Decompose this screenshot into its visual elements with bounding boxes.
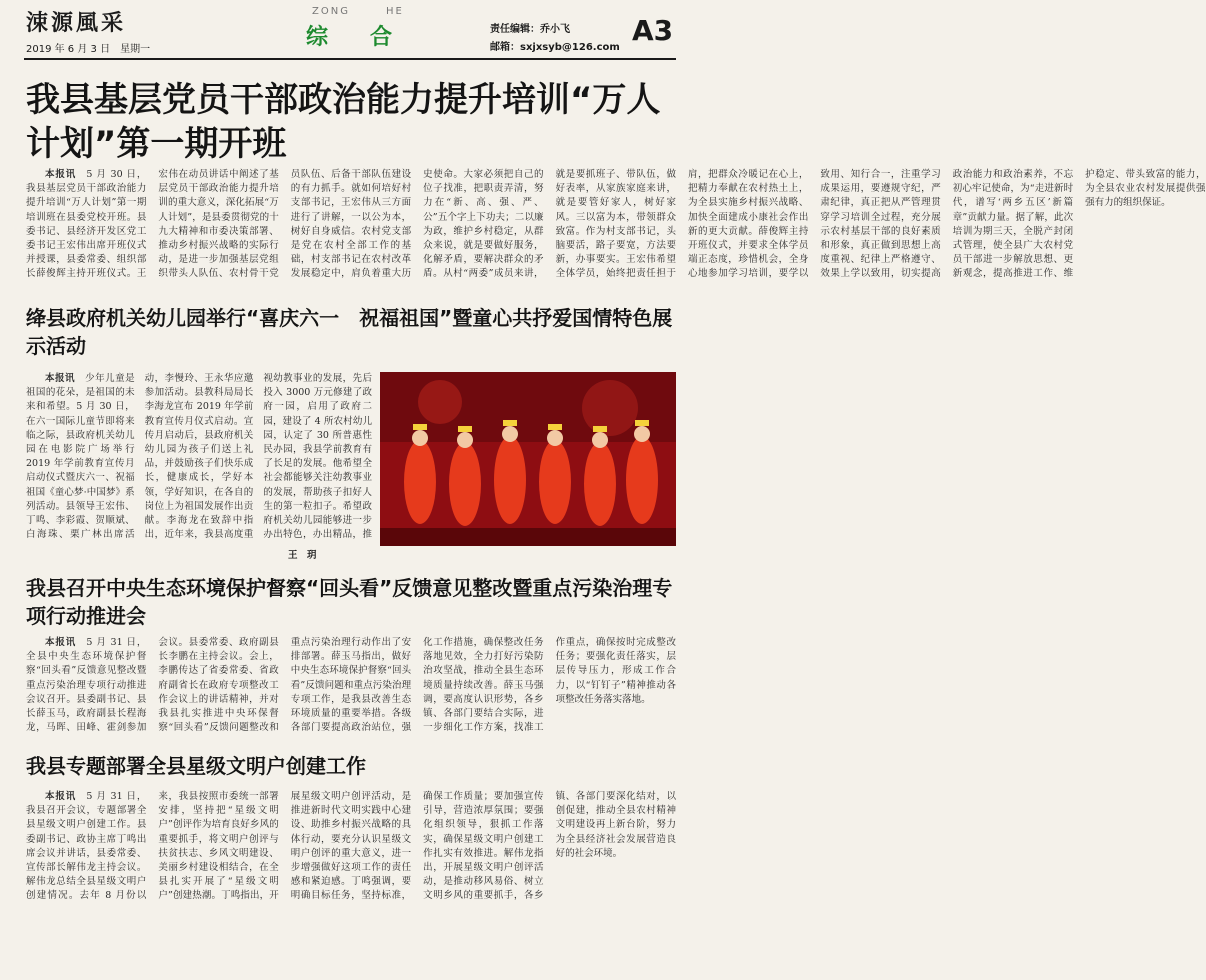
article1-body: [26, 168, 1206, 294]
editor-name: 责任编辑：乔小飞: [490, 24, 570, 35]
article1-text: 5 月 30 日，我县基层党员干部政治能力提升培训“万人计划”第一期培训班在县委党校开班。县委书记、县经济开发区党工委书记王宏伟出席开班仪式并授课，县委常委、组织部长薛俊辉主持开班仪式。王宏伟在动员讲话中阐述了基层党员干部政治能力提升培训的重大意义，深化拓展“万人计划”，是县委贯彻党的十九大精神和市委决策部署、推动乡村振兴战略的实际行动，是进一步加强基层党组织带头人队伍、农村骨干党员队伍、后备干部队伍建设的有力抓手。就如何培好村支部书记，王宏伟从三方面进行了讲解，一以公为本，树好自身威信。农村党支部是党在农村全部工作的基础，村支部书记在农村改革发展稳定中，肩负着重大历史使命。大家必须把自己的位子找准，把职责弄清，努力在“新、高、强、严、公”五个字上下功夫；二以廉为政，维护乡村稳定，从群众来说，就是要做好服务，化解矛盾，要解决群众的矛盾。从村“两委”成员来讲，就是要抓班子、带队伍，做好表率，从家族家庭来讲，就是要管好家人，树好家风。三以富为本，带领群众致富。作为村支部书记，头脑要活，路子要宽，方法要新，办事要实。王宏伟希望全体学员，始终把责任担于肩，把群众冷暖记在心上，把精力奉献在农村热土上，为全县实施乡村振兴战略、加快全面建成小康社会作出新的更大贡献。薛俊辉主持开班仪式，并要求全体学员端正态度，珍惜机会，全身心地参加学习培训，要学以致用、知行合一，注重学习成果运用，要遵规守纪，严肃纪律，真正把从严管理贯穿学习培训全过程，充分展示农村基层干部的良好素质和形象，真正做到思想上高度重视、纪律上严格遵守、效果上学以致用，切实提高政治能力和政治素养，不忘初心牢记使命，为“走进新时代，谱写‘两乡五区’新篇章”贡献力量。据了解，此次培训为期三天，全脱产封闭式管理，使全县广大农村党员干部进一步解放思想、更新观念，提高推进工作、维护稳定、带头致富的能力，为全县农业农村发展提供强强有力的组织保证。: [26, 169, 1206, 280]
article3-lead: 本报讯: [45, 637, 77, 648]
article2-text: 少年儿童是祖国的花朵，是祖国的未来和希望。5 月 30 日，在六一国际儿童节即将来临之际，县政府机关幼儿园在电影院广场举行 2019 年学前教育宣传月启动仪式暨庆六一、祝福祖国《童心梦·中国梦》系列活动。县领导王宏伟、丁鸣、李彩霞、贺顺斌、白海珠、栗广林出席活动，李慢玲、王永华应邀参加活动。县教科局局长李海龙宣布 2019 年学前教育宣传月仪式启动。宣传月启动后，县政府机关幼儿园为孩子们送上礼品，并鼓励孩子们快乐成长，健康成长，学好本领，学好知识，在各自的岗位上为祖国发展作出贡献。李海龙在致辞中指出，近年来，我县高度重视幼教事业的发展，先后投入 3000 万元修建了政府一园，启用了政府二园，建设了 4 所农村幼儿园，认定了 30 所普惠性民办园，我县学前教育有了长足的发展。他希望全社会都能够关注幼教事业的发展，帮助孩子扣好人生的第一粒扣子。希望政府机关幼儿园能够进一步办出特色，办出精品，推: [26, 373, 372, 541]
article2-byline: 王 玥: [288, 550, 317, 561]
article3-text: 5 月 31 日，全县中央生态环境保护督察“回头看”反馈意见整改暨重点污染治理专项行动推进会议召开。县委副书记、县长薛玉马，政府副县长程海龙，马晖、田峰、霍剑参加会议。县委常委、政府副县长李鹏在主持会议。会上，李鹏传达了省委常委、省政府副省长在政府专项整改工作会议上的讲话精神，并对我县扎实推进中央环保督察“回头看”反馈问题整改和重点污染治理行动作出了安排部署。薛玉马指出，做好中央生态环境保护督察“回头看”反馈问题和重点污染治理专项工作，是我县改善生态环境质量的重要举措。各级各部门要提高政治站位，强化工作措施，确保整改任务落地见效，全力打好污染防治攻坚战，推动全县生态环境质量持续改善。薛玉马强调，要高度认识形势，各乡镇、各部门要结合实际，进一步细化工作方案，找准工作重点，确保按时完成整改任务；要强化责任落实，层层传导压力，形成工作合力，以“钉钉子”精神推动各项整改任务落实落地。: [26, 637, 676, 734]
article3-body: [26, 636, 676, 740]
section-name-right: 合: [370, 24, 393, 50]
article3-headline: 我县召开中央生态环境保护督察“回头看”反馈意见整改暨重点污染治理专项行动推进会: [26, 576, 673, 628]
masthead-rule: [24, 58, 676, 60]
article1-lead: 本报讯: [45, 169, 77, 180]
section-name-left: 综: [306, 24, 329, 50]
article4-text: 5 月 31 日，我县召开会议，专题部署全县星级文明户创建工作。县委副书记、政协主席丁鸣出席会议并讲话，县委常委、宣传部长解伟龙主持会议。解伟龙总结全县星级文明户创建情况。去年 8 月份以来，我县按照市委统一部署安排，坚持把“星级文明户”创评作为培育良好乡风的重要抓手，将文明户创评与扶贫扶志、乡风文明建设、美丽乡村建设相结合，在全县扎实开展了“星级文明户”创建热潮。丁鸣指出，开展星级文明户创评活动，是推进新时代文明实践中心建设、助推乡村振兴战略的具体行动，要充分认识星级文明户创评的重大意义，进一步增强做好这项工作的责任感和紧迫感。丁鸣强调，要明确目标任务，坚持标准，确保工作质量；要加强宣传引导，营造浓厚氛围；要强化组织领导，狠抓工作落实，确保星级文明户创建工作扎实有效推进。解伟龙指出，开展星级文明户创评活动，是推动移风易俗、树立文明乡风的重要抓手，各乡镇、各部门要深化结对，以创促建，推动全县农村精神文明建设再上新台阶，努力为全县经济社会发展营造良好的社会环境。: [26, 791, 676, 902]
article4-headline: 我县专题部署全县星级文明户创建工作: [26, 754, 366, 778]
article2-body: [26, 372, 372, 546]
article2-photo: [380, 372, 676, 546]
newspaper-title: 涑源風采: [26, 10, 127, 36]
section-pinyin-left: ZONG: [312, 6, 350, 17]
masthead: [0, 0, 700, 64]
page-number: A3: [632, 14, 674, 47]
article2-lead: 本报讯: [45, 373, 76, 384]
article1-headline: 我县基层党员干部政治能力提升培训“万人计划”第一期开班: [26, 80, 661, 164]
dance-performance-illustration: [380, 372, 676, 546]
article4-lead: 本报讯: [45, 791, 77, 802]
editor-email: 邮箱：sxjxsyb@126.com: [490, 42, 620, 53]
article2-headline: 绛县政府机关幼儿园举行“喜庆六一 祝福祖国”暨童心共抒爱国情特色展示活动: [26, 306, 673, 358]
issue-date: 2019 年 6 月 3 日 星期一: [26, 44, 151, 55]
section-pinyin-right: HE: [386, 6, 404, 17]
article4-body: [26, 790, 676, 974]
